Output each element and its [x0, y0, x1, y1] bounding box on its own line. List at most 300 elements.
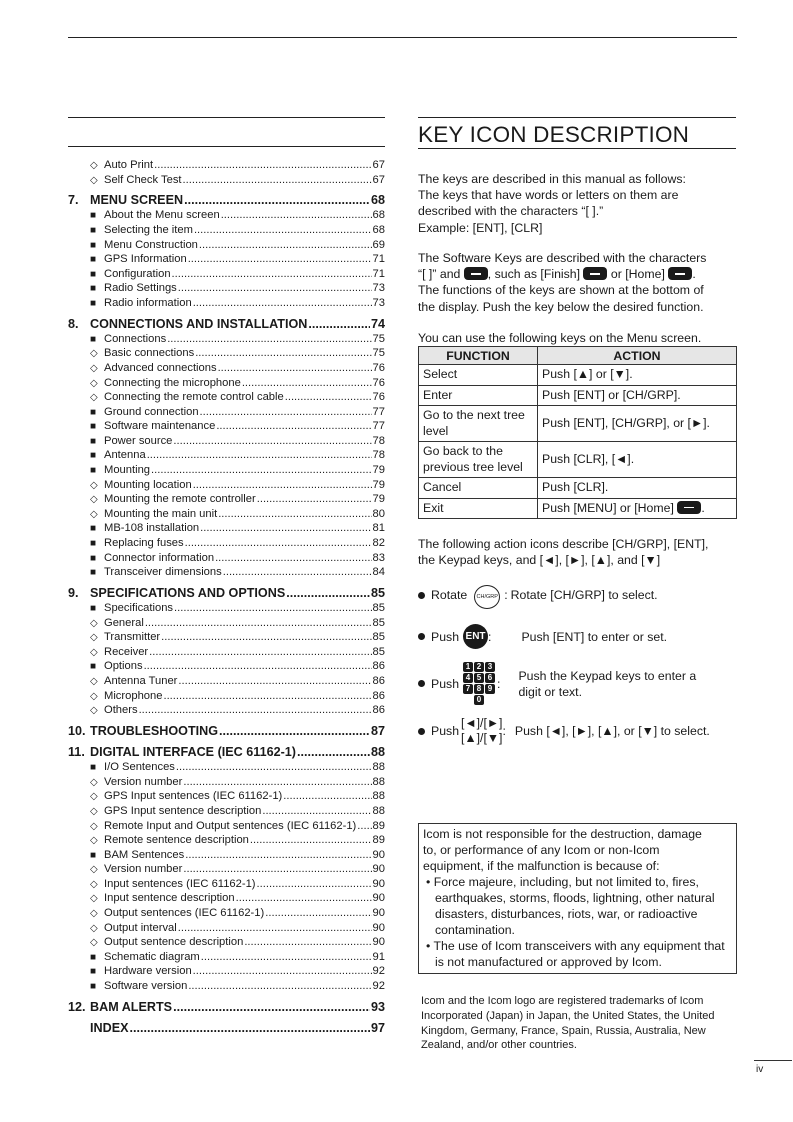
toc-page: 77	[372, 420, 385, 433]
toc-page: 76	[372, 391, 385, 404]
toc-label	[90, 565, 222, 580]
toc-section[interactable]	[68, 316, 385, 332]
toc-page: 80	[372, 507, 385, 520]
toc-title: Menu Construction	[104, 238, 198, 251]
function-cell: Exit	[419, 498, 538, 519]
action-text: Push [CLR], [◄].	[542, 451, 635, 466]
toc-bullet-icon: ◇	[90, 632, 98, 644]
toc-bullet-icon: ◇	[90, 494, 98, 506]
action-intro	[418, 536, 738, 568]
toc-bullet-icon: ◇	[90, 878, 98, 890]
toc-leader	[215, 551, 371, 566]
ent-row: Push ENT : Push [ENT] to enter or set.	[418, 624, 738, 649]
toc-leader	[193, 296, 372, 311]
toc-leader	[144, 659, 372, 674]
toc-entry[interactable]	[68, 630, 385, 645]
toc-leader	[151, 463, 372, 478]
toc-leader	[145, 616, 372, 631]
push-label: Push	[431, 629, 460, 644]
toc-title: Basic connections	[104, 347, 195, 360]
page-number-rule	[754, 1060, 792, 1061]
toc-title: Remote Input and Output sentences (IEC 61162-1)	[104, 819, 357, 832]
toc-bullet-icon: ■	[90, 966, 97, 978]
toc-label	[90, 645, 148, 660]
toc-entry[interactable]	[68, 616, 385, 631]
toc-label	[90, 492, 256, 507]
toc-label	[90, 877, 256, 892]
function-cell: Select	[419, 365, 538, 386]
intro-line: described with the characters “[ ].”	[418, 204, 604, 219]
action-cell	[538, 406, 737, 442]
home-softkey-icon	[677, 501, 701, 514]
toc-label	[90, 507, 217, 522]
toc-title: Replacing fuses	[104, 537, 184, 550]
toc-entry[interactable]	[68, 361, 385, 376]
toc-section[interactable]	[68, 192, 385, 208]
softkey-line: The Software Keys are described with the characters	[418, 251, 707, 265]
toc-leader	[173, 999, 370, 1015]
toc-bullet-icon: ■	[90, 283, 97, 295]
toc-entry[interactable]	[68, 565, 385, 580]
arrows-top: [◄]/[►]	[461, 716, 503, 730]
toc-label	[68, 744, 296, 760]
toc-bullet-icon: ■	[90, 762, 97, 774]
keypad-key-icon: 3	[485, 662, 495, 672]
rotate-desc: Rotate [CH/GRP] to select.	[510, 588, 658, 602]
toc-entry[interactable]	[68, 789, 385, 804]
toc-page: 85	[372, 616, 385, 629]
toc-number: 8.	[68, 316, 79, 331]
toc-title: BAM ALERTS	[90, 999, 173, 1014]
table-row	[419, 365, 737, 386]
action-cell	[538, 365, 737, 386]
toc-entry[interactable]	[68, 158, 385, 173]
toc-label	[68, 999, 172, 1015]
toc-bullet-icon: ■	[90, 297, 97, 309]
toc-label	[90, 848, 184, 863]
arrows-row: Push [◄]/[►] [▲]/[▼] : Push [◄], [►], [▲], or [▼] to select.	[418, 716, 738, 746]
toc-title: Software version	[104, 980, 188, 993]
toc-label	[90, 208, 220, 223]
toc-leader	[219, 723, 370, 739]
toc-label	[90, 601, 173, 616]
toc-page: 78	[372, 449, 385, 462]
toc-entry[interactable]	[68, 434, 385, 449]
keypad-key-icon: 1	[463, 662, 473, 672]
toc-bullet-icon: ■	[90, 981, 97, 993]
toc-leader	[216, 419, 371, 434]
bullet-icon	[418, 592, 425, 599]
toc-entry[interactable]	[68, 891, 385, 906]
toc-title: Connector information	[104, 551, 215, 564]
toc-title: GPS Input sentence description	[104, 804, 262, 817]
toc-title: Ground connection	[104, 405, 199, 418]
toc-entry[interactable]	[68, 252, 385, 267]
toc-bullet-icon: ◇	[90, 675, 98, 687]
toc-bullet-icon: ■	[90, 849, 97, 861]
toc-leader	[194, 223, 372, 238]
toc-entry[interactable]	[68, 208, 385, 223]
toc-entry[interactable]	[68, 332, 385, 347]
toc-page: 87	[370, 723, 385, 738]
toc-leader	[257, 877, 372, 892]
toc-section[interactable]	[68, 999, 385, 1015]
action-text: Push [MENU] or [Home]	[542, 500, 674, 515]
toc-title: About the Menu screen	[104, 209, 220, 222]
toc-label	[90, 804, 261, 819]
toc-page: 90	[372, 877, 385, 890]
toc-bullet-icon: ■	[90, 661, 97, 673]
toc-leader	[178, 674, 371, 689]
keypad-icon	[463, 662, 495, 705]
toc-label	[90, 775, 182, 790]
action-text: Push [CLR].	[542, 480, 609, 494]
toc-label	[90, 659, 143, 674]
toc-entry[interactable]	[68, 689, 385, 704]
toc-leader	[173, 434, 371, 449]
toc-bullet-icon: ◇	[90, 776, 98, 788]
toc-bullet-icon: ◇	[90, 922, 98, 934]
toc-page: 86	[372, 704, 385, 717]
toc-title: Selecting the item	[104, 223, 193, 236]
disclaimer-line: to, or performance of any Icom or non-Icom	[423, 843, 660, 857]
toc-page: 68	[370, 193, 385, 208]
toc-entry[interactable]	[68, 478, 385, 493]
toc-label	[90, 223, 193, 238]
toc-title: Remote sentence description	[104, 834, 249, 847]
disclaimer-box	[418, 823, 737, 974]
menu-intro: You can use the following keys on the Menu screen.	[418, 331, 702, 345]
toc-number: 12.	[68, 999, 86, 1014]
toc-label	[90, 921, 177, 936]
toc-leader	[223, 565, 372, 580]
toc-title: Antenna	[104, 449, 146, 462]
toc-leader	[149, 645, 371, 660]
toc-leader	[308, 316, 370, 332]
toc-page: 92	[372, 980, 385, 993]
toc-page: 73	[372, 296, 385, 309]
toc-bullet-icon: ■	[90, 552, 97, 564]
toc-entry[interactable]	[68, 760, 385, 775]
toc-bullet-icon: ■	[90, 523, 97, 535]
toc-entry[interactable]	[68, 921, 385, 936]
keypad-key-icon: 0	[474, 695, 484, 705]
toc-page: 73	[372, 282, 385, 295]
ent-desc: Push [ENT] to enter or set.	[521, 629, 668, 644]
toc-section[interactable]	[68, 723, 385, 739]
toc-bullet-icon: ◇	[90, 348, 98, 360]
toc-entry[interactable]	[68, 405, 385, 420]
toc-label	[90, 521, 199, 536]
toc-title: Hardware version	[104, 965, 192, 978]
toc-entry[interactable]	[68, 238, 385, 253]
toc-entry[interactable]	[68, 862, 385, 877]
toc-entry[interactable]	[68, 346, 385, 361]
toc-bullet-icon: ◇	[90, 377, 98, 389]
table-row	[419, 478, 737, 499]
keypad-key-icon: 7	[463, 684, 473, 694]
toc-bullet-icon: ◇	[90, 820, 98, 832]
top-rule	[68, 37, 737, 38]
toc-section[interactable]	[68, 744, 385, 760]
toc-label	[90, 979, 187, 994]
toc-leader	[176, 760, 372, 775]
table-row	[419, 406, 737, 442]
toc-bullet-icon: ■	[90, 268, 97, 280]
toc-bullet-icon: ◇	[90, 160, 98, 171]
toc-leader	[147, 448, 372, 463]
toc-title: Connections	[104, 332, 167, 345]
toc-label	[90, 950, 200, 965]
toc-page: 85	[372, 602, 385, 614]
toc-bullet-icon: ◇	[90, 893, 98, 905]
toc-label	[90, 346, 194, 361]
toc-label	[90, 463, 150, 478]
disclaimer-bullet: • The use of Icom transceivers with any equipment that is not manufactured or approved by Icom.	[426, 939, 725, 969]
function-cell: Go back to the previous tree level	[419, 442, 538, 478]
toc-bullet-icon: ■	[90, 603, 97, 614]
dial-icon	[469, 580, 503, 610]
toc-entry[interactable]	[68, 819, 385, 834]
toc-label	[90, 376, 241, 391]
toc-entry[interactable]	[68, 703, 385, 718]
toc-title: Mounting the remote controller	[104, 493, 256, 506]
toc-bullet-icon: ◇	[90, 908, 98, 920]
toc-entry[interactable]	[68, 906, 385, 921]
toc-leader	[250, 833, 372, 848]
toc-label	[90, 536, 184, 551]
toc-section[interactable]	[68, 585, 385, 601]
toc-bullet-icon: ◇	[90, 937, 98, 949]
softkey-icon	[464, 267, 488, 280]
toc-entry[interactable]	[68, 463, 385, 478]
toc-entry[interactable]	[68, 877, 385, 892]
toc-bullet-icon: ■	[90, 435, 97, 447]
toc-leader	[297, 744, 370, 760]
toc-title: Input sentences (IEC 61162-1)	[104, 877, 256, 890]
toc-page: 88	[372, 790, 385, 803]
toc-label	[90, 478, 192, 493]
toc-entry[interactable]	[68, 601, 385, 616]
toc-label	[90, 267, 171, 282]
toc-entry[interactable]	[68, 833, 385, 848]
toc-leader	[200, 521, 371, 536]
toc-label	[90, 891, 235, 906]
toc-entry[interactable]	[68, 492, 385, 507]
dial-label: CH/GRP	[474, 585, 500, 609]
toc-label	[90, 703, 138, 718]
toc-entry[interactable]	[68, 390, 385, 405]
toc-title: Schematic diagram	[104, 950, 200, 963]
softkey-text: or [Home]	[610, 267, 665, 282]
softkey-line	[418, 266, 738, 282]
toc-bullet-icon: ◇	[90, 479, 98, 491]
toc-label	[90, 238, 198, 253]
toc-leader	[188, 979, 371, 994]
keypad-key-icon: 5	[474, 673, 484, 683]
softkey-line: The functions of the keys are shown at the bottom of	[418, 283, 704, 298]
intro-line: The keys are described in this manual as follows:	[418, 172, 686, 186]
toc-leader	[286, 585, 370, 601]
toc-entry[interactable]	[68, 645, 385, 660]
toc-title: Self Check Test	[104, 173, 182, 186]
toc-bullet-icon: ◇	[90, 646, 98, 658]
toc-leader	[139, 703, 372, 718]
toc-label	[90, 173, 182, 188]
toc-label	[90, 935, 243, 950]
toc-entry[interactable]	[68, 173, 385, 188]
toc-section[interactable]	[68, 1020, 385, 1036]
table-row	[419, 442, 737, 478]
toc-label	[90, 551, 214, 566]
function-table	[418, 346, 737, 519]
toc-title: Options	[104, 660, 143, 673]
keypad-row: Push 1 2 3 4 5 6 7 8 9 0 : Push the Keypad keys to enter a digit or text.	[418, 662, 738, 705]
toc-title: General	[104, 616, 144, 629]
toc-entry[interactable]	[68, 935, 385, 950]
toc-entry[interactable]	[68, 775, 385, 790]
action-cell	[538, 385, 737, 406]
arrows-bottom: [▲]/[▼]	[461, 731, 503, 745]
toc-entry[interactable]	[68, 507, 385, 522]
toc-page: 92	[372, 965, 385, 978]
toc-leader	[161, 630, 371, 645]
toc-title: Mounting location	[104, 478, 192, 491]
toc-page: 68	[372, 209, 385, 222]
keypad-desc-line: Push the Keypad keys to enter a	[518, 668, 697, 683]
action-cell	[538, 442, 737, 478]
toc-entry[interactable]	[68, 964, 385, 979]
toc-bullet-icon: ■	[90, 465, 97, 477]
toc-label	[90, 405, 199, 420]
intro-line: The keys that have words or letters on them are	[418, 188, 679, 203]
toc-page: 84	[372, 566, 385, 579]
toc-entry[interactable]	[68, 848, 385, 863]
toc-title: Mounting	[104, 464, 151, 477]
toc-bullet-icon: ■	[90, 239, 97, 251]
toc-leader	[163, 689, 371, 704]
toc-label	[90, 689, 162, 704]
toc-title: BAM Sentences	[104, 848, 185, 861]
toc-page: 88	[372, 804, 385, 817]
rotate-label: Rotate	[431, 588, 468, 602]
toc-leader	[188, 252, 372, 267]
toc-number: 7.	[68, 193, 79, 208]
toc-entry[interactable]	[68, 448, 385, 463]
toc-entry[interactable]	[68, 419, 385, 434]
toc-label	[68, 723, 218, 739]
toc-leader	[285, 390, 372, 405]
toc-bullet-icon: ■	[90, 450, 97, 462]
toc-bullet-icon: ■	[90, 951, 97, 963]
toc-bullet-icon: ◇	[90, 174, 98, 186]
toc-label	[90, 361, 217, 376]
toc-label	[90, 434, 172, 449]
toc-entry[interactable]	[68, 950, 385, 965]
softkey-line: the display. Push the key below the desired function.	[418, 299, 704, 314]
toc-bullet-icon: ■	[90, 406, 97, 418]
toc-entry[interactable]	[68, 521, 385, 536]
toc-entry[interactable]	[68, 536, 385, 551]
toc-title: Receiver	[104, 645, 149, 658]
toc-entry[interactable]	[68, 223, 385, 238]
toc-page: 79	[372, 464, 385, 477]
toc-leader	[178, 281, 372, 296]
table-of-contents	[68, 158, 385, 1036]
toc-entry[interactable]	[68, 551, 385, 566]
toc-entry[interactable]	[68, 804, 385, 819]
toc-entry[interactable]	[68, 281, 385, 296]
toc-page: 91	[372, 950, 385, 963]
toc-label	[68, 585, 285, 601]
keypad-key-icon: 8	[474, 684, 484, 694]
toc-leader	[193, 478, 372, 493]
toc-title: Specifications	[104, 602, 174, 614]
softkey-icon	[583, 267, 607, 280]
toc-leader	[218, 507, 371, 522]
toc-label	[90, 616, 144, 631]
toc-entry[interactable]	[68, 267, 385, 282]
toc-bullet-icon: ◇	[90, 791, 98, 803]
toc-title: Connecting the remote control cable	[104, 391, 284, 404]
toc-label	[68, 316, 307, 332]
toc-title: Input sentence description	[104, 892, 235, 905]
toc-bullet-icon: ■	[90, 210, 97, 222]
arrow-keys-icon	[461, 716, 502, 746]
toc-page: 90	[372, 921, 385, 934]
toc-label	[90, 789, 282, 804]
toc-entry[interactable]	[68, 376, 385, 391]
toc-leader	[195, 346, 371, 361]
toc-label	[90, 630, 160, 645]
toc-bullet-icon: ■	[90, 254, 97, 266]
toc-label	[90, 281, 177, 296]
keypad-desc	[518, 668, 696, 700]
softkey-text: , such as [Finish]	[487, 267, 581, 282]
toc-title: Antenna Tuner	[104, 674, 178, 687]
toc-number: 9.	[68, 586, 79, 600]
toc-entry[interactable]	[68, 659, 385, 674]
keypad-key-icon: 4	[463, 673, 473, 683]
toc-leader	[244, 935, 371, 950]
toc-title: GPS Input sentences (IEC 61162-1)	[104, 790, 283, 803]
action-text: Push [ENT], [CH/GRP], or [►].	[542, 415, 710, 430]
action-cell	[538, 478, 737, 499]
toc-page: 88	[372, 761, 385, 774]
bullet-icon	[418, 680, 425, 687]
toc-label	[90, 296, 192, 311]
toc-entry[interactable]	[68, 296, 385, 311]
toc-title: Output sentences (IEC 61162-1)	[104, 907, 265, 920]
arrows-desc: Push [◄], [►], [▲], or [▼] to select.	[514, 724, 710, 738]
toc-label	[90, 819, 356, 834]
toc-page: 90	[372, 936, 385, 949]
keypad-desc-line: digit or text.	[518, 684, 583, 699]
toc-entry[interactable]	[68, 674, 385, 689]
toc-page: 85	[370, 586, 385, 600]
title-rule-top	[418, 117, 736, 118]
toc-label	[90, 448, 146, 463]
toc-entry[interactable]	[68, 979, 385, 994]
toc-page: 83	[372, 551, 385, 564]
toc-page: 78	[372, 434, 385, 447]
toc-page: 90	[372, 907, 385, 920]
toc-page: 79	[372, 478, 385, 491]
keypad-key-icon: 2	[474, 662, 484, 672]
toc-page: 82	[372, 537, 385, 550]
toc-label	[90, 964, 192, 979]
softkey-text: .	[692, 267, 696, 282]
